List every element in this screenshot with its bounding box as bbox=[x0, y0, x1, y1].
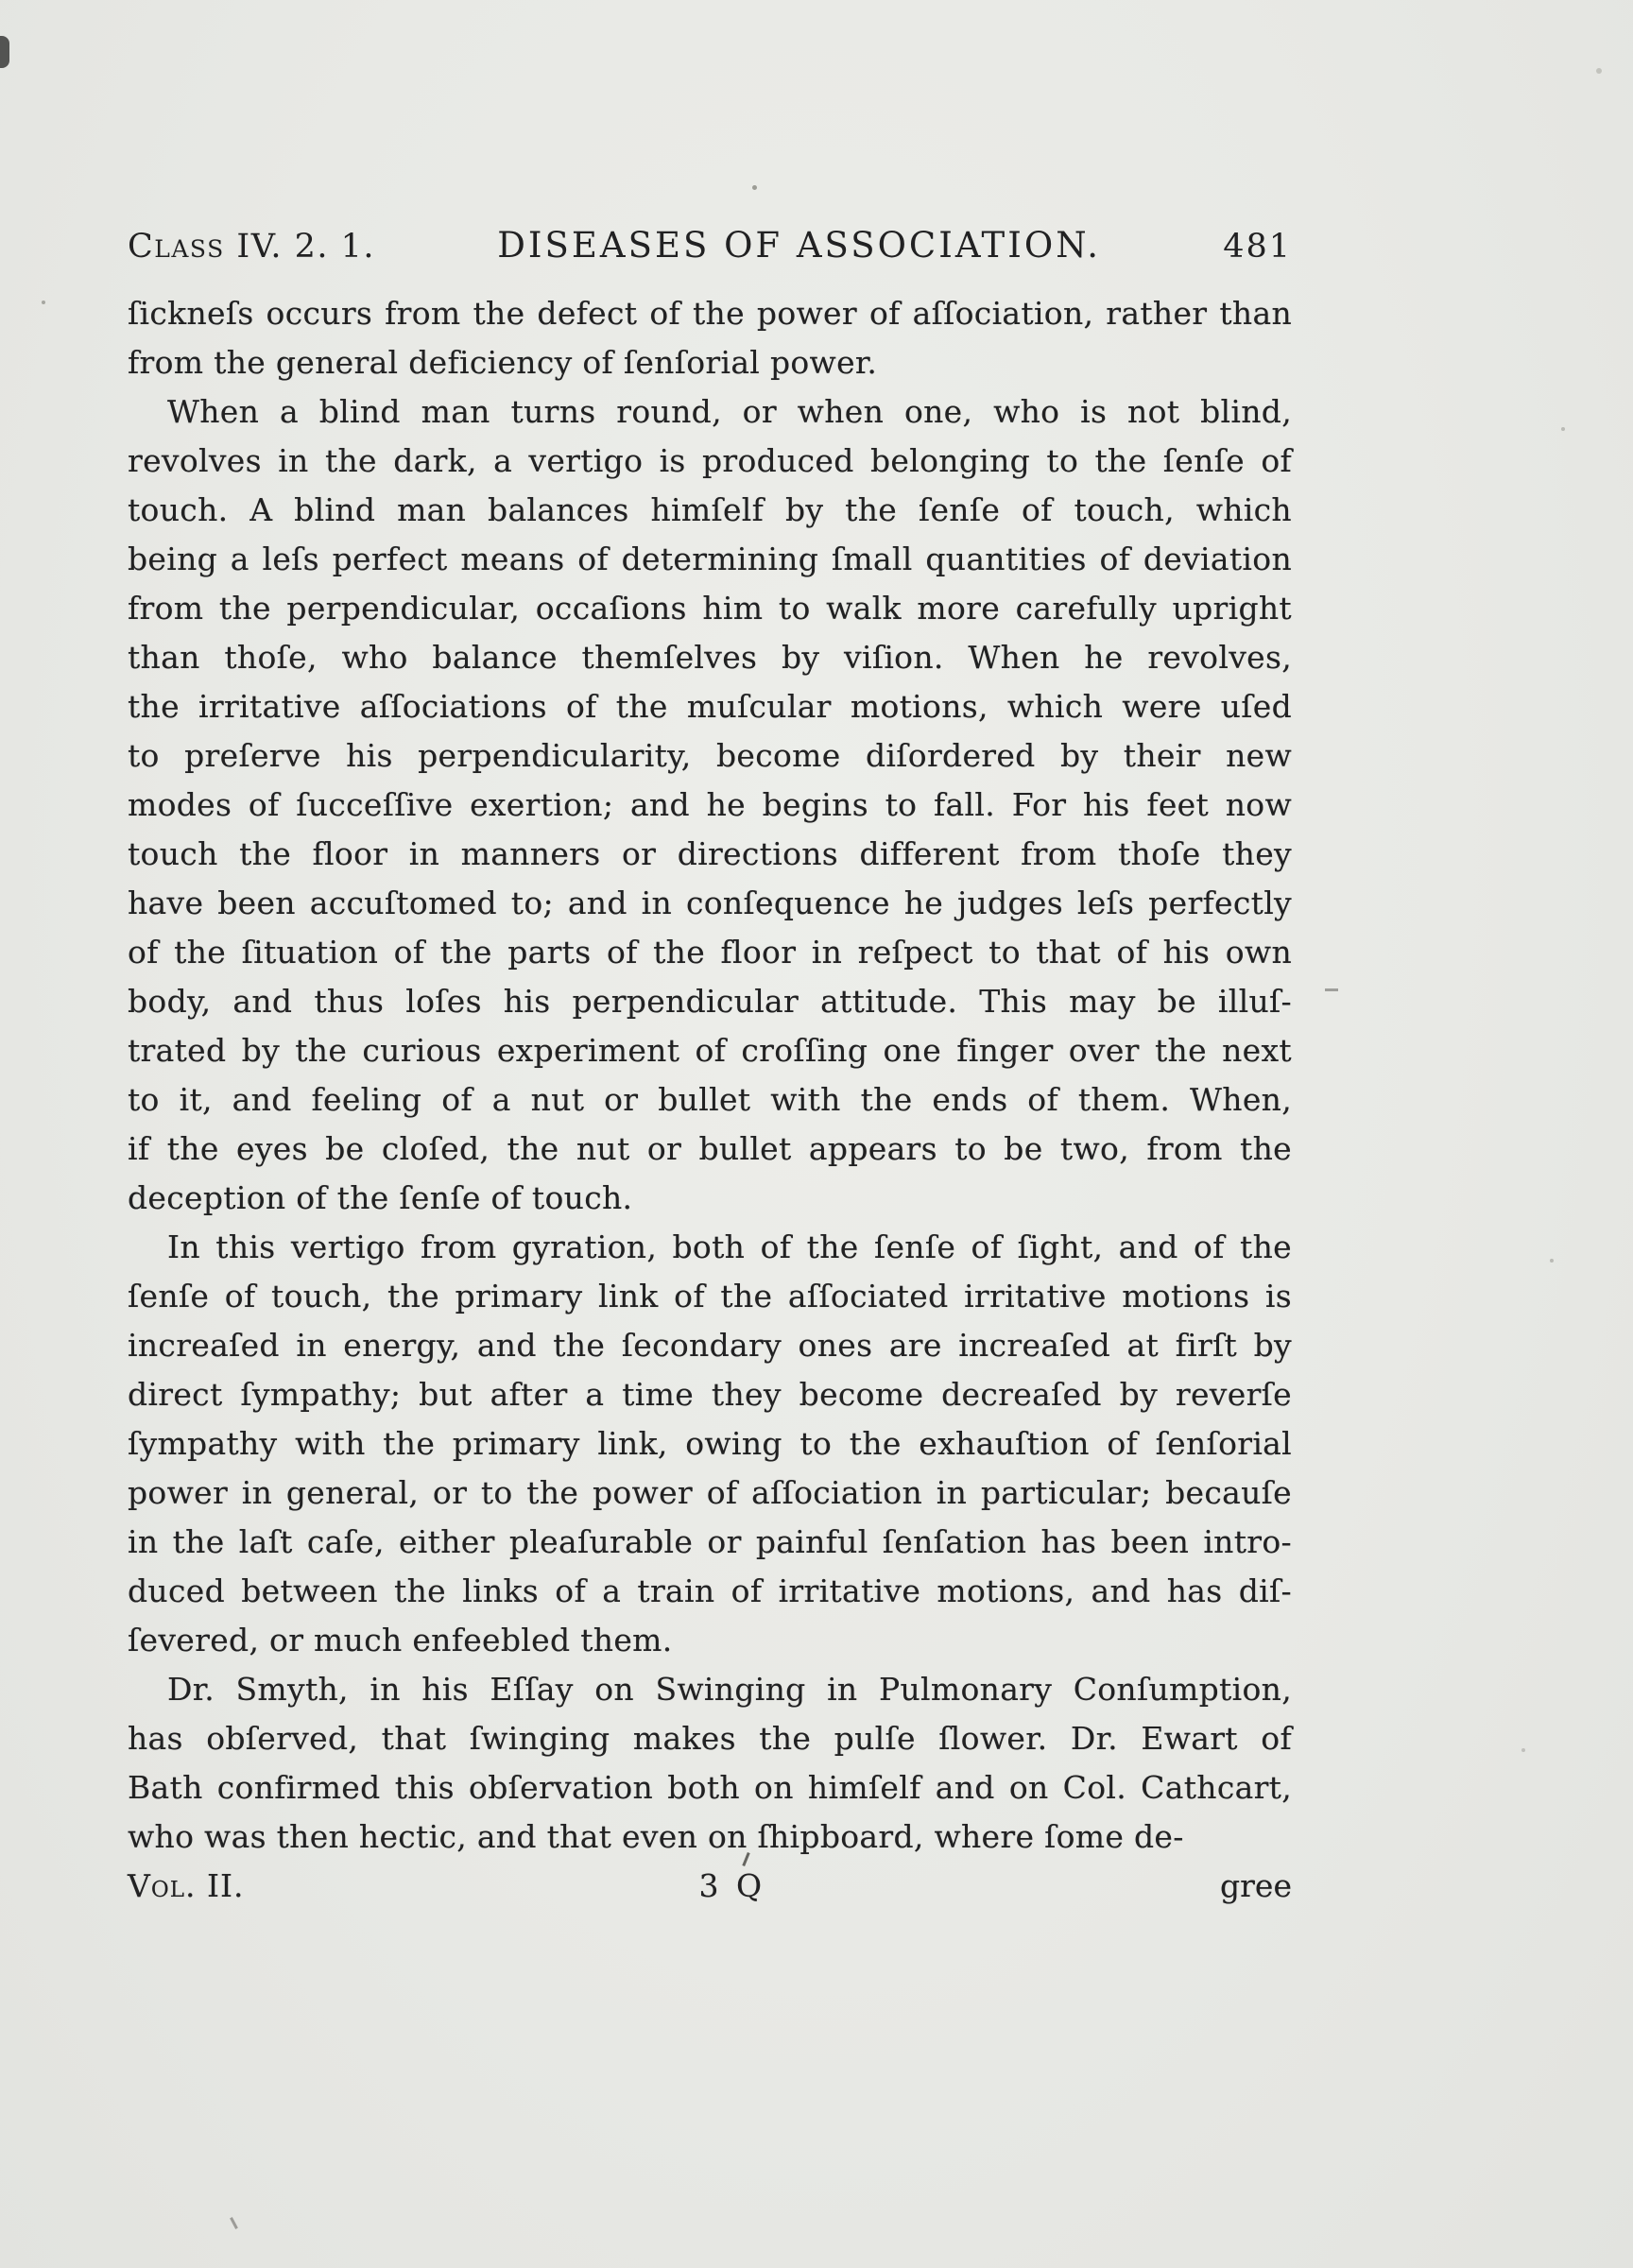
text-line: from the general deficiency of ſenſorial power. bbox=[128, 344, 878, 381]
text-line: trated by the curious experiment of croſſing one finger over the next bbox=[128, 1032, 1292, 1069]
paragraph bbox=[128, 387, 1292, 1223]
signature-mark: 3 Q bbox=[698, 1867, 766, 1904]
text-line: ſevered, or much enfeebled them. bbox=[128, 1622, 673, 1658]
text-line: In this vertigo from gyration, both of the ſenſe of ſight, and of the bbox=[167, 1228, 1292, 1265]
catchword: gree bbox=[1220, 1867, 1292, 1904]
text-line: from the perpendicular, occaſions him to walk more carefully upright bbox=[128, 590, 1292, 627]
page-header bbox=[128, 225, 1292, 270]
text-line: ſympathy with the primary link, owing to the exhauſtion of ſenſorial bbox=[128, 1425, 1292, 1462]
text-line: touch. A blind man balances himſelf by the ſenſe of touch, which bbox=[128, 491, 1292, 528]
text-column bbox=[128, 225, 1292, 1911]
text-line: to it, and feeling of a nut or bullet with the ends of them. When, bbox=[128, 1081, 1292, 1118]
text-line: being a leſs perfect means of determining ſmall quantities of deviation bbox=[128, 541, 1292, 577]
scan-edge-mark bbox=[0, 36, 9, 68]
text-line: increaſed in energy, and the ſecondary ones are increaſed at firſt by bbox=[128, 1327, 1292, 1364]
text-line: revolves in the dark, a vertigo is produced belonging to the ſenſe of bbox=[128, 442, 1292, 479]
text-line: to preſerve his perpendicularity, become diſordered by their new bbox=[128, 737, 1292, 774]
body-text bbox=[128, 289, 1292, 1862]
volume-label: Vol. II. bbox=[128, 1867, 245, 1904]
text-line: who was then hectic, and that even on ſhipboard, where ſome de- bbox=[128, 1818, 1184, 1855]
text-line: than thoſe, who balance themſelves by viſion. When he revolves, bbox=[128, 639, 1292, 676]
text-line: direct ſympathy; but after a time they become decreaſed by reverſe bbox=[128, 1376, 1292, 1413]
text-line: modes of ſucceſſive exertion; and he begins to fall. For his feet now bbox=[128, 786, 1292, 823]
scan-speck bbox=[1521, 1748, 1525, 1752]
text-line: Bath confirmed this obſervation both on himſelf and on Col. Cathcart, bbox=[128, 1769, 1292, 1806]
text-line: in the laſt caſe, either pleaſurable or painful ſenſation has been intro- bbox=[128, 1523, 1292, 1560]
scan-speck bbox=[1561, 427, 1565, 431]
text-line: body, and thus loſes his perpendicular attitude. This may be illuſ- bbox=[128, 983, 1292, 1020]
paragraph bbox=[128, 289, 1292, 387]
scan-speck bbox=[1596, 68, 1602, 74]
text-line: Dr. Smyth, in his Eſſay on Swinging in Pulmonary Conſumption, bbox=[167, 1671, 1292, 1708]
text-line: duced between the links of a train of irritative motions, and has diſ- bbox=[128, 1572, 1292, 1609]
text-line: the irritative aſſociations of the muſcular motions, which were uſed bbox=[128, 688, 1292, 725]
text-line: has obſerved, that ſwinging makes the pulſe ſlower. Dr. Ewart of bbox=[128, 1720, 1292, 1757]
paragraph bbox=[128, 1223, 1292, 1665]
scan-speck bbox=[1550, 1259, 1554, 1263]
scan-speck bbox=[752, 185, 757, 190]
text-line: of the ſituation of the parts of the floor in reſpect to that of his own bbox=[128, 934, 1292, 971]
scan-slash-mark bbox=[230, 2217, 238, 2229]
scan-speck bbox=[42, 301, 45, 304]
text-line: have been accuſtomed to; and in conſequence he judges leſs perfectly bbox=[128, 885, 1292, 921]
text-line: When a blind man turns round, or when one, who is not blind, bbox=[167, 393, 1292, 430]
scan-dash-mark bbox=[1325, 988, 1338, 991]
page-number: 481 bbox=[1223, 228, 1292, 266]
text-line: ſickneſs occurs from the defect of the power of aſſociation, rather than bbox=[128, 295, 1292, 332]
running-title: DISEASES OF ASSOCIATION. bbox=[497, 225, 1101, 266]
class-label: Class IV. 2. 1. bbox=[128, 228, 376, 266]
text-line: if the eyes be cloſed, the nut or bullet appears to be two, from the bbox=[128, 1130, 1292, 1167]
page-footer bbox=[128, 1862, 1292, 1911]
text-line: deception of the ſenſe of touch. bbox=[128, 1179, 633, 1216]
text-line: touch the floor in manners or directions different from thoſe they bbox=[128, 835, 1292, 872]
text-line: power in general, or to the power of aſſociation in particular; becauſe bbox=[128, 1474, 1292, 1511]
text-line: ſenſe of touch, the primary link of the aſſociated irritative motions is bbox=[128, 1278, 1292, 1314]
paragraph bbox=[128, 1665, 1292, 1862]
